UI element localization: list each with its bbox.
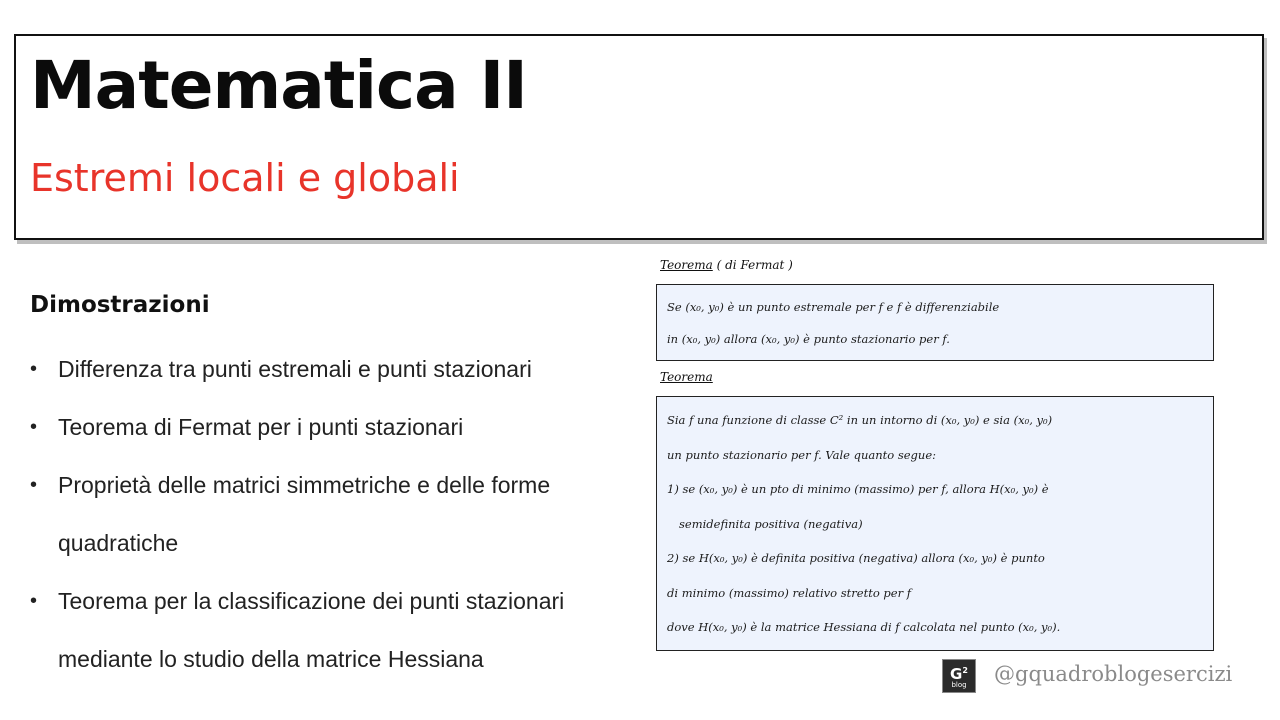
bullet-text: Proprietà delle matrici simmetriche e delle forme xyxy=(58,472,551,498)
theorem-line: un punto stazionario per f. Vale quanto segue: xyxy=(667,447,937,462)
bullet-item-continuation xyxy=(30,514,600,572)
bullet-dot: • xyxy=(30,416,38,438)
title-box xyxy=(14,34,1264,240)
bullet-item xyxy=(30,456,600,514)
logo-letter-text: G xyxy=(950,664,963,683)
theorem-line: in (x₀, y₀) allora (x₀, y₀) è punto stazionario per f. xyxy=(667,332,950,346)
theorem-fermat-label xyxy=(660,258,793,272)
theorem-line: 2) se H(x₀, y₀) è definita positiva (negativa) allora (x₀, y₀) è punto xyxy=(667,551,1045,565)
page-subtitle: Estremi locali e globali xyxy=(30,156,460,200)
page-title: Matematica II xyxy=(30,47,527,124)
theorem-line: 1) se (x₀, y₀) è un pto di minimo (massimo) per f, allora H(x₀, y₀) è xyxy=(667,482,1049,496)
theorem-line: semidefinita positiva (negativa) xyxy=(679,516,863,531)
blog-logo xyxy=(942,659,976,693)
theorem-line: Sia f una funzione di classe C² in un intorno di (x₀, y₀) e sia (x₀, y₀) xyxy=(667,413,1053,427)
bullet-item xyxy=(30,340,600,398)
bullet-dot: • xyxy=(30,590,38,612)
theorem-fermat-box xyxy=(656,284,1214,361)
bullet-text: Teorema di Fermat per i punti stazionari xyxy=(58,414,464,440)
logo-word: blog xyxy=(951,680,967,689)
theorem-label-suffix: ( di Fermat ) xyxy=(716,258,793,272)
logo-superscript: 2 xyxy=(962,665,968,675)
bullet-text: quadratiche xyxy=(58,530,179,556)
bullet-item xyxy=(30,398,600,456)
theorem-line: Se (x₀, y₀) è un punto estremale per f e f è differenziabile xyxy=(667,300,1000,314)
bullet-text: Teorema per la classificazione dei punti stazionari xyxy=(58,588,565,614)
bullet-dot: • xyxy=(30,474,38,496)
theorem-classification-box xyxy=(656,396,1214,651)
bullet-item xyxy=(30,572,600,630)
theorem-line: dove H(x₀, y₀) è la matrice Hessiana di f calcolata nel punto (x₀, y₀). xyxy=(667,620,1061,634)
bullet-item-continuation xyxy=(30,630,600,688)
logo-letter xyxy=(950,664,968,681)
bullet-dot: • xyxy=(30,358,38,380)
theorem-label-text: Teorema xyxy=(660,370,713,384)
theorem-line: di minimo (massimo) relativo stretto per f xyxy=(667,585,911,600)
bullet-text: Differenza tra punti estremali e punti stazionari xyxy=(58,356,532,382)
bullet-list xyxy=(30,340,600,688)
theorem-classification-label xyxy=(660,370,713,384)
theorem-label-text: Teorema xyxy=(660,258,713,272)
social-handle: @gquadroblogesercizi xyxy=(994,662,1233,686)
section-heading: Dimostrazioni xyxy=(30,292,210,318)
bullet-text: mediante lo studio della matrice Hessiana xyxy=(58,646,484,672)
